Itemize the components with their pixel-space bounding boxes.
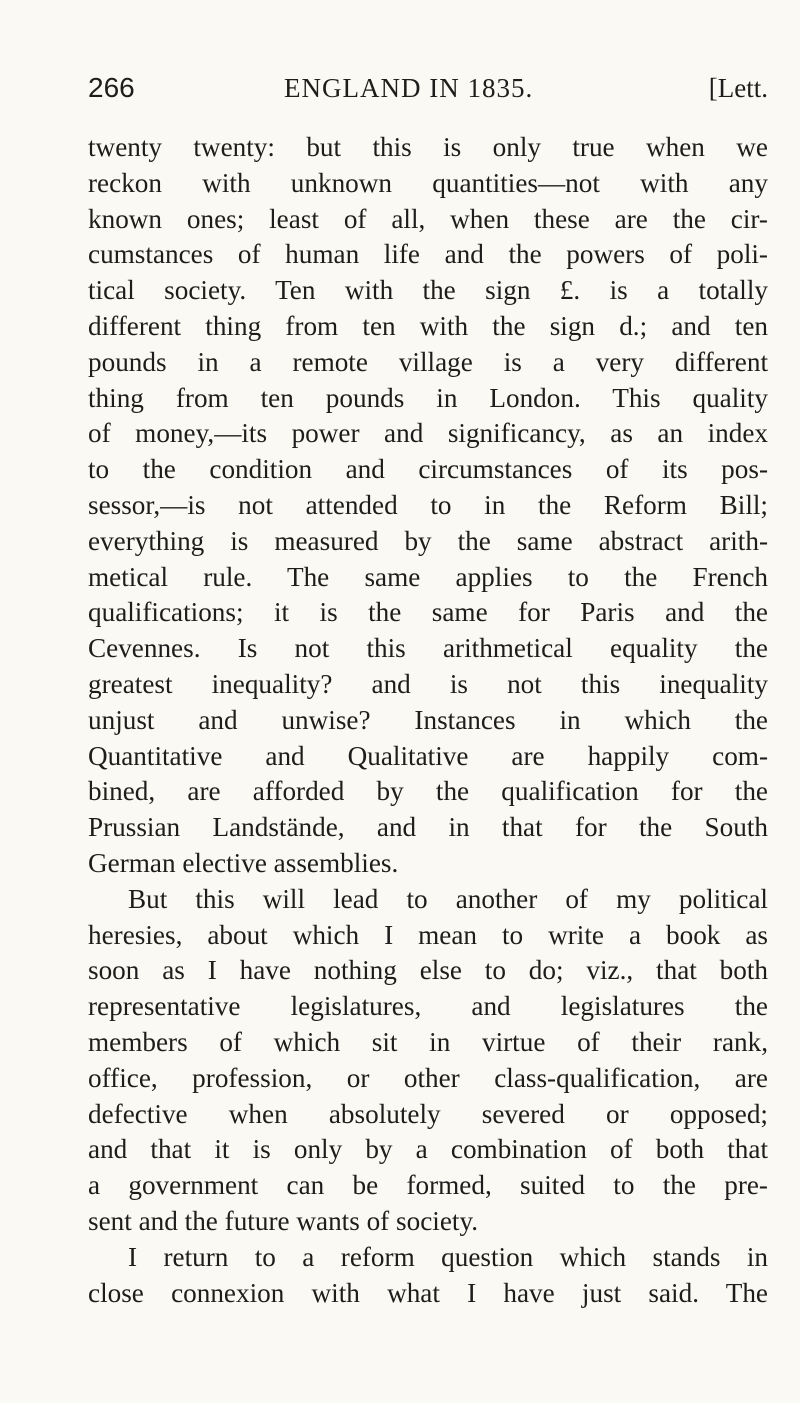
text-line: Prussian Landstände, and in that for the South xyxy=(88,812,768,843)
text-line: greatest inequality? and is not this inequality xyxy=(88,668,768,699)
text-line: to the condition and circumstances of its pos- xyxy=(88,454,768,485)
text-line: sessor,—is not attended to in the Reform Bill; xyxy=(88,489,768,520)
text-line: twenty twenty: but this is only true when we xyxy=(88,132,768,162)
text-line: members of which sit in virtue of their rank, xyxy=(88,1026,768,1057)
text-line: tical society. Ten with the sign £. is a totally xyxy=(88,275,768,306)
text-line: heresies, about which I mean to write a book as xyxy=(88,919,768,950)
text-line: reckon with unknown quantities—not with any xyxy=(88,167,768,198)
running-title: ENGLAND IN 1835. xyxy=(284,73,534,103)
text-line: a government can be formed, suited to the pre- xyxy=(88,1170,768,1201)
text-line: unjust and unwise? Instances in which the xyxy=(88,704,768,735)
text-line: soon as I have nothing else to do; viz., that both xyxy=(88,955,768,986)
text-line: different thing from ten with the sign d.; and ten xyxy=(88,310,768,341)
text-line: metical rule. The same applies to the French xyxy=(88,561,768,592)
text-line: close connexion with what I have just said. The xyxy=(88,1277,768,1308)
text-line: defective when absolutely severed or opposed; xyxy=(88,1098,768,1129)
running-head-right: [Lett. xyxy=(708,73,768,103)
text-line: pounds in a remote village is a very different xyxy=(88,346,768,377)
running-head xyxy=(88,68,768,108)
text-line: German elective assemblies. xyxy=(88,847,399,878)
text-line: representative legislatures, and legislatures the xyxy=(88,991,768,1022)
text-line: bined, are afforded by the qualification for the xyxy=(88,776,768,807)
text-line: office, profession, or other class-qualification, are xyxy=(88,1062,768,1093)
text-line: Cevennes. Is not this arithmetical equality the xyxy=(88,633,768,664)
text-line: But this will lead to another of my political xyxy=(128,883,768,914)
text-line: of money,—its power and significancy, as an index xyxy=(88,418,768,449)
text-line: known ones; least of all, when these are the cir- xyxy=(88,203,768,234)
text-line: I return to a reform question which stands in xyxy=(128,1241,768,1272)
body-text xyxy=(88,130,768,1311)
page-number: 266 xyxy=(88,72,135,103)
text-line: Quantitative and Qualitative are happily com- xyxy=(88,740,768,771)
text-line: sent and the future wants of society. xyxy=(88,1205,479,1236)
text-line: and that it is only by a combination of both that xyxy=(88,1134,768,1165)
text-line: qualifications; it is the same for Paris and the xyxy=(88,597,768,628)
text-line: everything is measured by the same abstract arith- xyxy=(88,525,768,556)
text-line: thing from ten pounds in London. This quality xyxy=(88,382,768,413)
text-line: cumstances of human life and the powers of poli- xyxy=(88,239,768,270)
